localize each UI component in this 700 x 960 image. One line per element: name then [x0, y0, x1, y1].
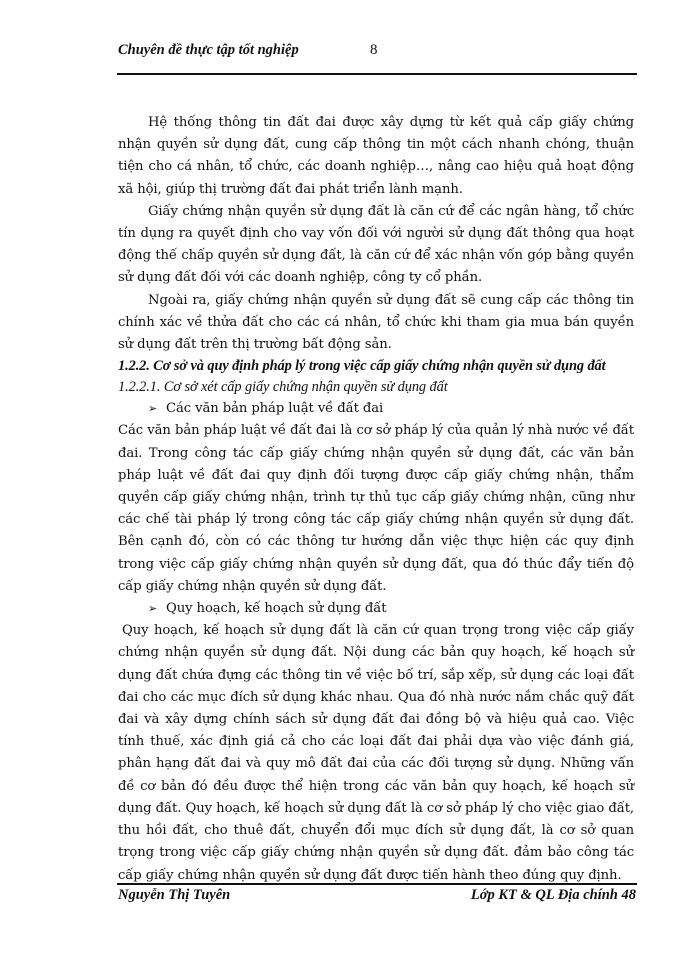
footer-rule [117, 883, 637, 885]
subsection-heading-1-2-2-1: 1.2.2.1. Cơ sở xét cấp giấy chứng nhận quyền sử dụng đất [118, 379, 448, 396]
page-header [118, 36, 636, 60]
bullet-label: Các văn bản pháp luật về đất đai [166, 401, 384, 417]
arrow-bullet-icon: ➢ [148, 602, 158, 616]
bullet-item-legal-documents [118, 398, 634, 420]
paragraph-5: Quy hoạch, kế hoạch sử dụng đất là căn cứ quan trọng trong việc cấp giấy chứng nhận quyền sử dụng đất. Nội dung các bản quy hoạch, kế hoạch sử dụng đất chứa đựng các thông tin về việc bố trí, sắp xếp, sử dụng các loại đất đai cho các mục đích sử dụng khác nhau. Qua đó nhà nước nắm chắc quỹ đất đai và xây dựng chính sách sử dụng đất đai đồng bộ và hiệu quả cao. Việc tính thuế, xác định giá cả cho các loại đất đai phải dựa vào việc đánh giá, phân hạng đất đai và quy mô đất đai của các đối tượng sử dụng. Những vấn đề cơ bản đó đều được thể hiện trong các văn bản quy hoạch, kế hoạch sử dụng đất. Quy hoạch, kế hoạch sử dụng đất là cơ sở pháp lý cho việc giao đất, thu hồi đất, cho thuê đất, chuyển đổi mục đích sử dụng đất, là cơ sở quan trọng trong việc cấp giấy chứng nhận quyền sử dụng đất. đảm bảo công tác cấp giấy chứng nhận quyền sử dụng đất được tiến hành theo đúng quy định. [118, 623, 634, 883]
paragraph-3: Ngoài ra, giấy chứng nhận quyền sử dụng đất sẽ cung cấp các thông tin chính xác về thửa đất cho các cá nhân, tổ chức khi tham gia mua bán quyền sử dụng đất trên thị trường bất động sản. [118, 292, 634, 353]
paragraph-1: Hệ thống thông tin đất đai được xây dựng từ kết quả cấp giấy chứng nhận quyền sử dụng đất, cung cấp thông tin một cách nhanh chóng, thuận tiện cho cá nhân, tổ chức, các doanh nghiệp…, nâng cao hiệu quả hoạt động xã hội, giúp thị trường đất đai phát triển lành mạnh. [118, 115, 634, 197]
header-title: Chuyên đề thực tập tốt nghiệp [118, 42, 299, 58]
footer-class: Lớp KT & QL Địa chính 48 [470, 887, 636, 903]
paragraph-2: Giấy chứng nhận quyền sử dụng đất là căn cứ để các ngân hàng, tổ chức tín dụng ra quyết định cho vay vốn đối với người sử dụng đất thông qua hoạt động thế chấp quyền sử dụng đất, là căn cứ để xác nhận vốn góp bằng quyền sử dụng đất đối với các doanh nghiệp, công ty cổ phần. [118, 203, 634, 286]
paragraph-4: Các văn bản pháp luật về đất đai là cơ sở pháp lý của quản lý nhà nước về đất đai. Trong công tác cấp giấy chứng nhận quyền sử dụng đất, các văn bản pháp luật về đất đai quy định đối tượng được cấp giấy chứng nhận, thẩm quyền cấp giấy chứng nhận, trình tự thủ tục cấp giấy chứng nhận, cũng như các chế tài pháp lý trong công tác cấp giấy chứng nhận quyền sử dụng đất. Bên cạnh đó, còn có các thông tư hướng dẫn việc thực hiện các quy định trong việc cấp giấy chứng nhận quyền sử dụng đất, qua đó thúc đẩy tiến độ cấp giấy chứng nhận quyền sử dụng đất. [118, 423, 634, 594]
section-heading-1-2-2: 1.2.2. Cơ sở và quy định pháp lý trong việc cấp giấy chứng nhận quyền sử dụng đất [118, 358, 606, 375]
body-content [118, 112, 634, 887]
bullet-item-land-planning [118, 598, 634, 620]
page-number: 8 [370, 42, 378, 58]
header-rule [117, 73, 637, 75]
page-footer [118, 887, 636, 907]
arrow-bullet-icon: ➢ [148, 402, 158, 416]
footer-author: Nguyễn Thị Tuyên [118, 887, 231, 903]
bullet-label: Quy hoạch, kế hoạch sử dụng đất [166, 601, 387, 617]
